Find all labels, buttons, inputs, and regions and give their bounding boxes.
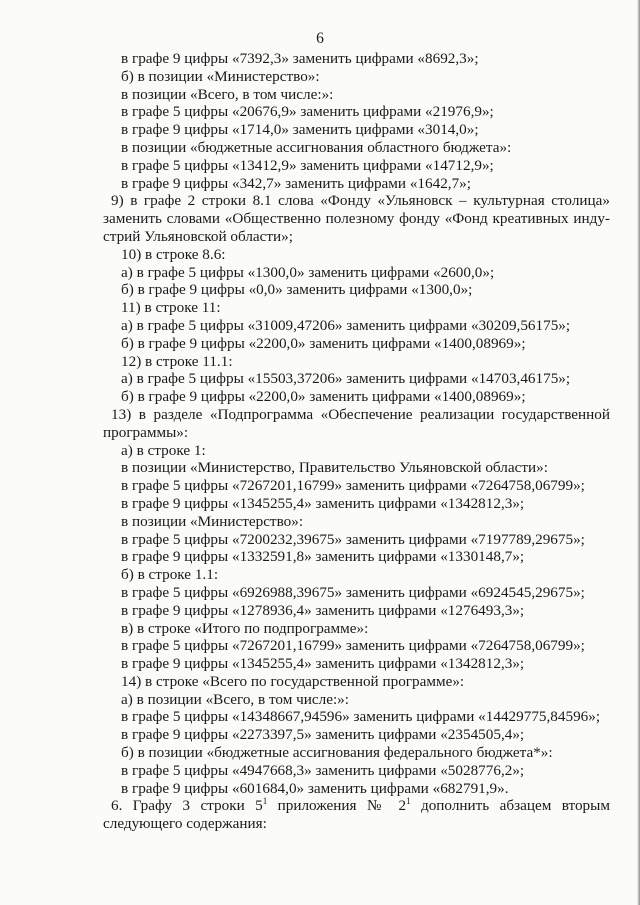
- superscript: 1: [406, 796, 411, 807]
- text-line: в графе 5 цифры «7200232,39675» заменить цифрами «7197789,29675»;: [121, 530, 585, 548]
- item-11-heading: 11) в строке 11:: [121, 299, 221, 317]
- text-line: в графе 9 цифры «1278936,4» заменить цифрами «1276493,3»;: [121, 601, 525, 619]
- text-line: в позиции «бюджетные ассигнования областного бюджета»:: [121, 138, 512, 156]
- text-line: в графе 9 цифры «1332591,8» заменить цифрами «1330148,7»;: [121, 548, 525, 566]
- text-line: в графе 5 цифры «6926988,39675» заменить цифрами «6924545,29675»;: [121, 583, 585, 601]
- text-line: б) в позиции «Министерство»:: [121, 67, 320, 85]
- item-13-line-2: программы»:: [103, 423, 189, 441]
- text-line: в графе 5 цифры «4947668,3» заменить цифрами «5028776,2»;: [121, 761, 525, 779]
- text-line: б) в графе 9 цифры «0,0» заменить цифрами «1300,0»;: [121, 281, 473, 299]
- item-9-line-1: 9) в графе 2 строки 8.1 слова «Фонду «Ульяновск – культурная столица»: [111, 192, 610, 210]
- text-line: в графе 9 цифры «342,7» заменить цифрами «1642,7»;: [121, 174, 471, 192]
- text-line: в) в строке «Итого по подпрограмме»:: [121, 619, 369, 637]
- item-6-suffix: дополнить абзацем вторым: [410, 797, 610, 815]
- item-6-mid: приложения № 2: [267, 797, 407, 815]
- text-line: а) в позиции «Всего, в том числе:»:: [121, 690, 349, 708]
- item-6-prefix: 6. Графу 3 строки 5: [111, 797, 263, 815]
- text-line: б) в графе 9 цифры «2200,0» заменить цифрами «1400,08969»;: [121, 388, 526, 406]
- text-line: в графе 9 цифры «1714,0» заменить цифрами «3014,0»;: [121, 121, 479, 139]
- text-line: в позиции «Всего, в том числе:»:: [121, 85, 334, 103]
- text-line: в графе 9 цифры «1345255,4» заменить цифрами «1342812,3»;: [121, 655, 525, 673]
- text-line: в графе 5 цифры «7267201,16799» заменить цифрами «7264758,06799»;: [121, 477, 585, 495]
- item-14-heading: 14) в строке «Всего по государственной программе»:: [121, 672, 465, 690]
- text-line: в позиции «Министерство»:: [121, 512, 304, 530]
- text-line: в позиции «Министерство, Правительство Ульяновской области»:: [121, 459, 548, 477]
- text-line: б) в графе 9 цифры «2200,0» заменить цифрами «1400,08969»;: [121, 334, 526, 352]
- item-10-heading: 10) в строке 8.6:: [121, 245, 226, 263]
- item-13-line-1: 13) в разделе «Подпрограмма «Обеспечение реализации государственной: [111, 405, 610, 423]
- text-line: в графе 5 цифры «7267201,16799» заменить цифрами «7264758,06799»;: [121, 637, 585, 655]
- text-line: в графе 5 цифры «14348667,94596» заменить цифрами «14429775,84596»;: [121, 708, 601, 726]
- text-line: а) в графе 5 цифры «1300,0» заменить цифрами «2600,0»;: [121, 263, 495, 281]
- text-line: в графе 9 цифры «601684,0» заменить цифрами «682791,9».: [121, 779, 509, 797]
- item-6-line-2: следующего содержания:: [103, 815, 267, 833]
- item-12-heading: 12) в строке 11.1:: [121, 352, 233, 370]
- text-line: в графе 5 цифры «20676,9» заменить цифрами «21976,9»;: [121, 103, 494, 121]
- item-9-line-3: стрий Ульяновской области»;: [103, 227, 293, 245]
- text-line: б) в позиции «бюджетные ассигнования федерального бюджета*»:: [121, 744, 553, 762]
- text-line: в графе 9 цифры «7392,3» заменить цифрами «8692,3»;: [121, 50, 479, 67]
- item-9-line-2: заменить словами «Общественно полезному фонду «Фонд креативных инду-: [103, 210, 610, 228]
- text-line: б) в строке 1.1:: [121, 566, 219, 584]
- superscript: 1: [262, 796, 268, 807]
- text-line: в графе 5 цифры «13412,9» заменить цифрами «14712,9»;: [121, 156, 494, 174]
- text-line: в графе 9 цифры «1345255,4» заменить цифрами «1342812,3»;: [121, 494, 525, 512]
- text-line: а) в графе 5 цифры «15503,37206» заменить цифрами «14703,46175»;: [121, 370, 571, 388]
- text-line: в графе 9 цифры «2273397,5» заменить цифрами «2354505,4»;: [121, 726, 525, 744]
- text-line: а) в строке 1:: [121, 441, 206, 459]
- page-number: 6: [316, 30, 324, 47]
- text-line: а) в графе 5 цифры «31009,47206» заменить цифрами «30209,56175»;: [121, 316, 571, 334]
- document-body: [103, 50, 610, 833]
- item-6-line-1: [103, 797, 610, 815]
